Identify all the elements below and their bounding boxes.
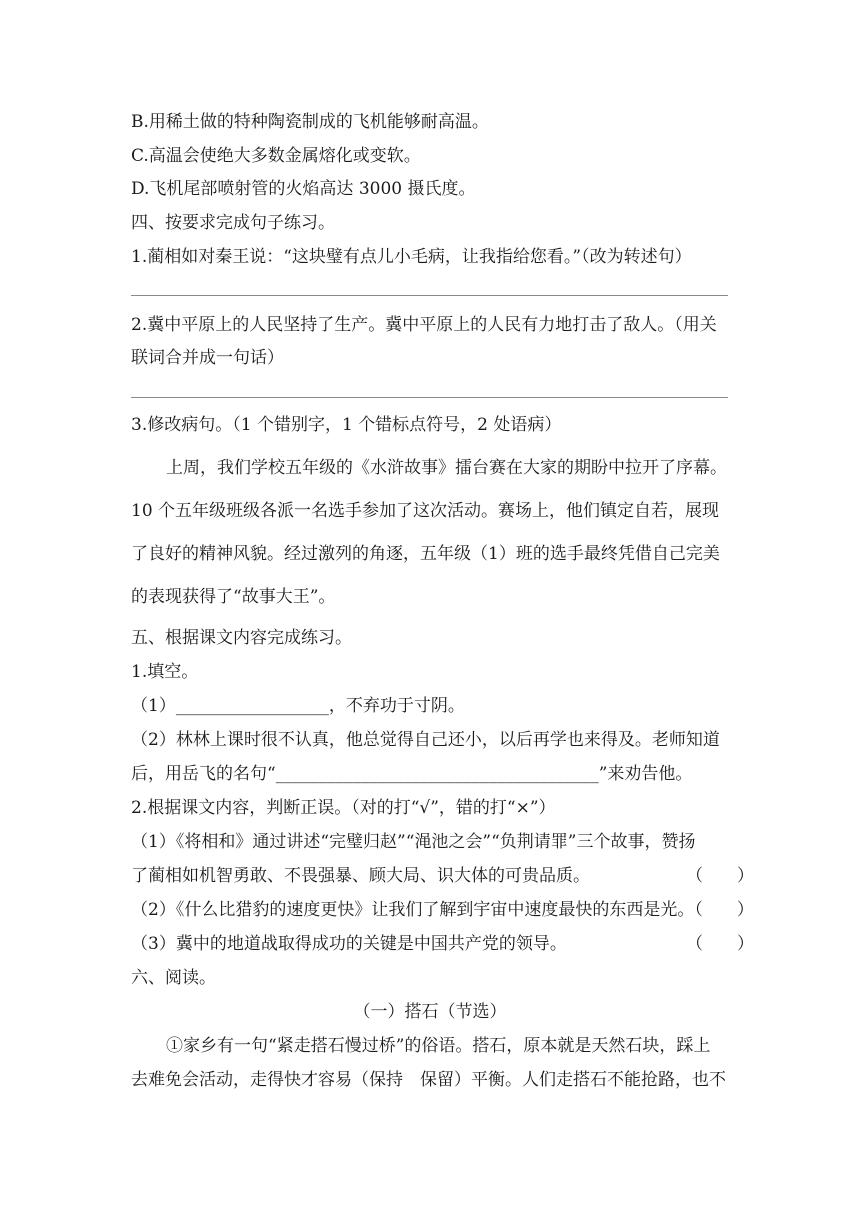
question-4-1: 1.蔺相如对秦王说：“这块璧有点儿小毛病，让我指给您看。”（改为转述句） xyxy=(131,247,692,267)
passage-line: 的表现获得了“故事大王”。 xyxy=(131,587,336,607)
section-6-heading: 六、阅读。 xyxy=(131,968,216,988)
option-b: B.用稀土做的特种陶瓷制成的飞机能够耐高温。 xyxy=(131,112,489,132)
fill-blank-2-cont: 后，用岳飞的名句“______________________________________”来劝告他。 xyxy=(131,764,693,784)
reading-line: 去难免会活动，走得快才容易（保持 保留）平衡。人们走搭石不能抢路，也不 xyxy=(131,1070,726,1090)
question-4-2: 2.冀中平原上的人民坚持了生产。冀中平原上的人民有力地打击了敌人。（用关 xyxy=(131,315,717,335)
option-c: C.高温会使绝大多数金属熔化或变软。 xyxy=(131,146,421,166)
reading-title: （一）搭石（节选） xyxy=(353,1002,507,1022)
judge-3: （3）冀中的地道战取得成功的关键是中国共产党的领导。 xyxy=(131,934,567,954)
answer-line xyxy=(131,295,728,296)
section-5-heading: 五、根据课文内容完成练习。 xyxy=(131,628,352,648)
judge-1-cont: 了蔺相如机智勇敢、不畏强暴、顾大局、识大体的可贵品质。 xyxy=(131,866,590,886)
fill-blank-1: （1）__________________，不弃功于寸阴。 xyxy=(131,696,465,716)
judge-3-answer-box: （ ） xyxy=(686,934,754,954)
question-4-3: 3.修改病句。（1 个错别字，1 个错标点符号，2 处语病） xyxy=(131,415,562,435)
question-4-2-cont: 联词合并成一句话） xyxy=(131,348,284,368)
reading-line: ①家乡有一句“紧走搭石慢过桥”的俗语。搭石，原本就是天然石块，踩上 xyxy=(166,1036,711,1056)
passage-line: 了良好的精神风貌。经过激列的角逐，五年级（1）班的选手最终凭借自己完美 xyxy=(131,544,720,564)
answer-line xyxy=(131,397,728,398)
passage-line: 10 个五年级班级各派一名选手参加了这次活动。赛场上，他们镇定自若，展现 xyxy=(131,501,720,521)
fill-blank-2: （2）林林上课时很不认真，他总觉得自己还小，以后再学也来得及。老师知道 xyxy=(131,730,720,750)
judge-1: （1）《将相和》通过讲述“完璧归赵”“渑池之会”“负荆请罪”三个故事，赞扬 xyxy=(131,832,696,852)
question-5-2: 2.根据课文内容，判断正误。（对的打“√”，错的打“×”） xyxy=(131,798,556,818)
question-5-1: 1.填空。 xyxy=(131,662,199,682)
judge-2: （2）《什么比猎豹的速度更快》让我们了解到宇宙中速度最快的东西是光。（ ） xyxy=(131,900,754,920)
passage-line: 上周，我们学校五年级的《水浒故事》擂台赛在大家的期盼中拉开了序幕。 xyxy=(166,458,727,478)
section-4-heading: 四、按要求完成句子练习。 xyxy=(131,213,335,233)
option-d: D.飞机尾部喷射管的火焰高达 3000 摄氏度。 xyxy=(131,179,476,199)
judge-1-answer-box: （ ） xyxy=(686,866,754,886)
